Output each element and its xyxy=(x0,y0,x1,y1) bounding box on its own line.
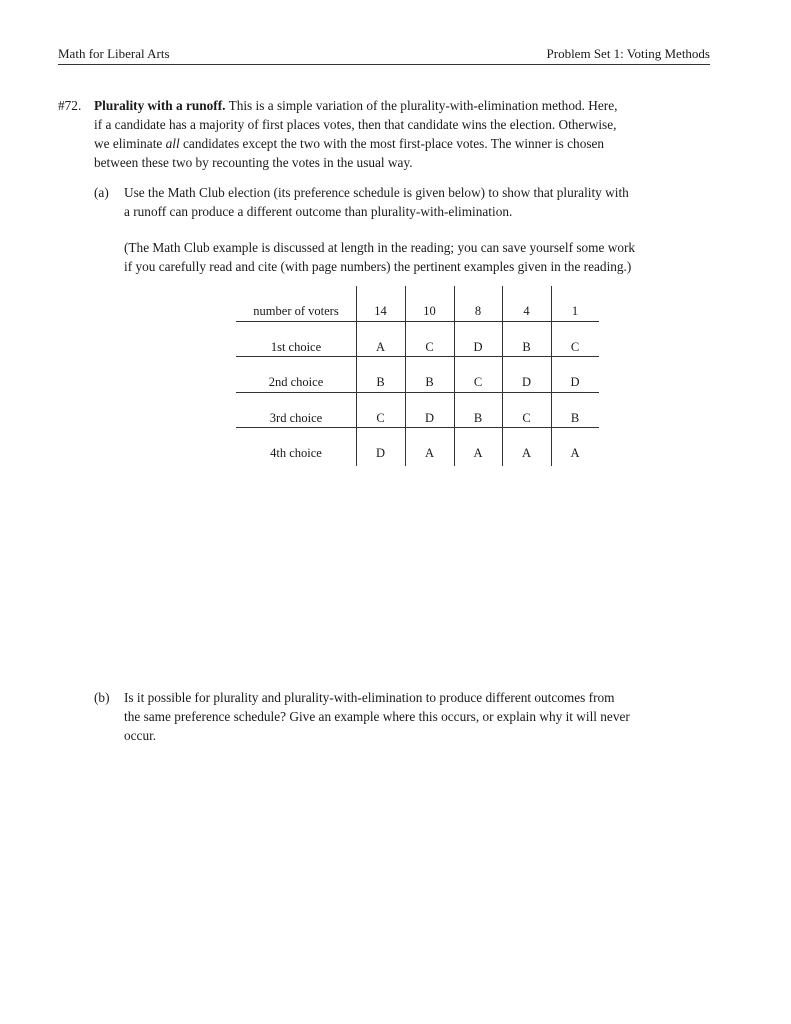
choice-cell: C xyxy=(570,340,580,354)
part-b-text xyxy=(124,688,710,745)
preference-schedule-table xyxy=(236,286,599,466)
part-b-line-3: occur. xyxy=(124,728,157,743)
part-b-line-1: Is it possible for plurality and plurality-with-elimination to produce different outcomes from xyxy=(124,690,615,705)
table-hline xyxy=(236,427,599,428)
choice-cell: A xyxy=(424,446,435,460)
choice-cell: A xyxy=(473,446,483,460)
choice-cell: D xyxy=(473,340,483,354)
problem-number: #72. xyxy=(58,98,82,113)
problem-text-emphasis: all xyxy=(165,136,180,151)
header-rule xyxy=(58,64,710,65)
note-line-2: if you carefully read and cite (with page numbers) the pertinent examples given in the reading.) xyxy=(124,259,632,274)
part-b xyxy=(94,688,710,745)
choice-cell: D xyxy=(375,446,386,460)
choice-cell: B xyxy=(376,375,385,389)
part-a-line-1: Use the Math Club election (its preference schedule is given below) to show that plurality with xyxy=(124,185,629,200)
choice-cell: B xyxy=(570,411,580,425)
problem-body xyxy=(94,96,710,172)
course-title: Math for Liberal Arts xyxy=(58,46,170,61)
choice-label: 4th choice xyxy=(270,446,322,460)
problem-text-line-1: This is a simple variation of the plurality-with-elimination method. Here, xyxy=(225,98,618,113)
part-b-label: (b) xyxy=(94,690,110,705)
page-header xyxy=(58,46,710,64)
choice-label: 3rd choice xyxy=(269,411,323,425)
voters-count: 8 xyxy=(474,304,482,318)
choice-cell: B xyxy=(473,411,483,425)
choice-cell: D xyxy=(570,375,580,389)
table-hline xyxy=(236,321,599,322)
part-a-line-2: a runoff can produce a different outcome than plurality-with-elimination. xyxy=(124,204,513,219)
problem-72 xyxy=(58,96,710,172)
reading-note xyxy=(124,238,710,276)
choice-cell: D xyxy=(424,411,435,425)
note-line-1: (The Math Club example is discussed at length in the reading; you can save yourself some work xyxy=(124,240,636,255)
choice-cell: A xyxy=(375,340,386,354)
voters-count: 1 xyxy=(571,304,579,318)
problem-text-line-3a: we eliminate xyxy=(94,136,166,151)
problem-text-line-3b: candidates except the two with the most first-place votes. The winner is chosen xyxy=(179,136,605,151)
voters-count: 14 xyxy=(374,304,387,318)
problem-set-title: Problem Set 1: Voting Methods xyxy=(546,46,710,61)
problem-text-line-2: if a candidate has a majority of first places votes, then that candidate wins the election. Otherwise, xyxy=(94,117,617,132)
choice-label: 1st choice xyxy=(270,340,322,354)
choice-cell: C xyxy=(376,411,385,425)
choice-cell: A xyxy=(570,446,580,460)
voters-header: number of voters xyxy=(253,304,339,318)
table-hline xyxy=(236,392,599,393)
voters-count: 10 xyxy=(423,304,436,318)
problem-text-line-4: between these two by recounting the votes in the usual way. xyxy=(94,155,413,170)
part-a-text xyxy=(124,183,710,221)
problem-title: Plurality with a runoff. xyxy=(94,98,226,113)
choice-label: 2nd choice xyxy=(268,375,324,389)
part-a-label: (a) xyxy=(94,185,109,200)
voters-count: 4 xyxy=(523,304,530,318)
table-hline xyxy=(236,356,599,357)
choice-cell: C xyxy=(473,375,483,389)
choice-cell: B xyxy=(522,340,531,354)
part-b-line-2: the same preference schedule? Give an example where this occurs, or explain why it will never xyxy=(124,709,630,724)
choice-cell: B xyxy=(425,375,434,389)
choice-cell: A xyxy=(521,446,532,460)
choice-cell: D xyxy=(521,375,532,389)
choice-cell: C xyxy=(522,411,531,425)
choice-cell: C xyxy=(425,340,434,354)
part-a xyxy=(94,183,710,221)
